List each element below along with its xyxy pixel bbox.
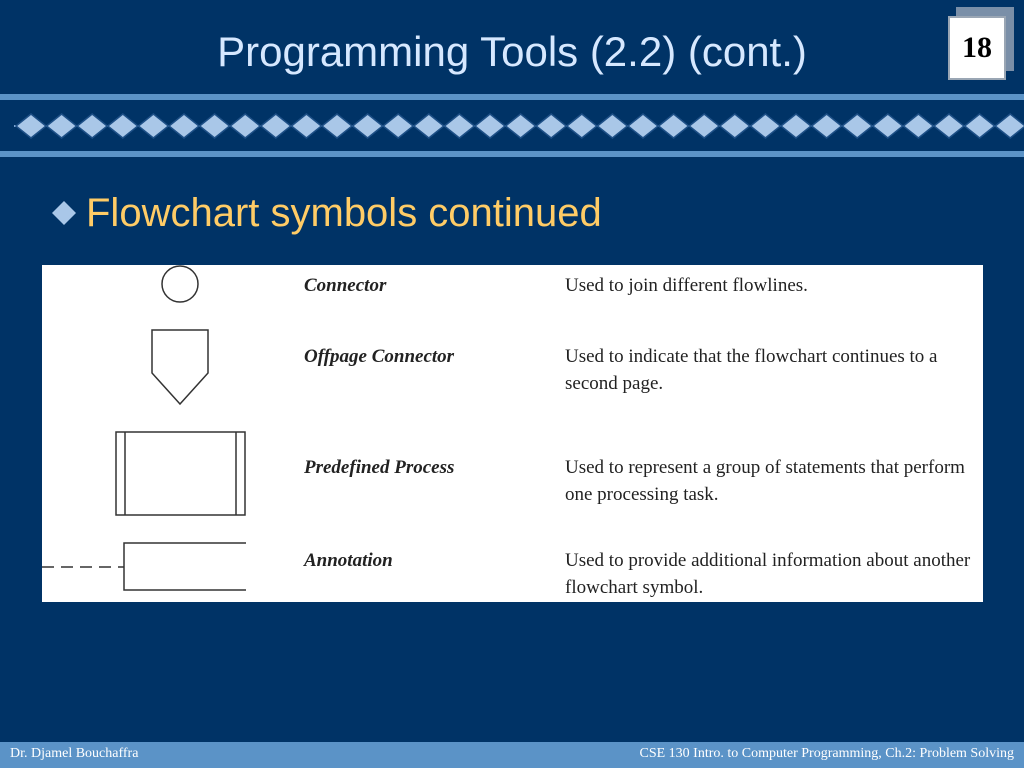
divider-diamond: [842, 114, 872, 138]
offpage-connector-icon: [150, 328, 212, 406]
divider-diamond: [903, 114, 933, 138]
divider-diamond: [353, 114, 383, 138]
divider-diamond: [261, 114, 291, 138]
divider-diamond: [322, 114, 352, 138]
divider-diamond: [750, 114, 780, 138]
diamond-bullet-icon: [50, 199, 78, 227]
divider-diamond: [965, 114, 995, 138]
footer-course: CSE 130 Intro. to Computer Programming, Ch.2: Problem Solving: [639, 746, 1014, 761]
slide-title: Programming Tools (2.2) (cont.): [217, 28, 807, 75]
footer-author: Dr. Djamel Bouchaffra: [10, 746, 139, 761]
divider-diamond: [934, 114, 964, 138]
divider-diamond: [873, 114, 903, 138]
divider-diamond: [444, 114, 474, 138]
divider-diamond: [812, 114, 842, 138]
divider-diamond: [47, 114, 77, 138]
divider-diamond: [781, 114, 811, 138]
bottom-rule: [0, 151, 1024, 157]
divider-diamond: [138, 114, 168, 138]
divider-diamond: [567, 114, 597, 138]
slide-number: 18: [948, 16, 1006, 80]
divider-diamond: [506, 114, 536, 138]
divider-diamond: [597, 114, 627, 138]
divider-diamond: [200, 114, 230, 138]
connector-circle-icon: [160, 265, 202, 305]
top-rule: [0, 94, 1024, 100]
divider-diamond: [77, 114, 107, 138]
symbol-name-annotation: Annotation: [304, 550, 393, 571]
divider-diamond: [383, 114, 413, 138]
divider-diamond: [169, 114, 199, 138]
divider-diamond: [628, 114, 658, 138]
diamond-chain-divider: [0, 108, 1024, 144]
divider-diamond: [16, 114, 46, 138]
divider-diamond: [995, 114, 1024, 138]
predefined-process-icon: [114, 430, 248, 518]
divider-diamond: [291, 114, 321, 138]
divider-diamond: [414, 114, 444, 138]
divider-diamond: [689, 114, 719, 138]
symbol-desc-annotation: Used to provide additional information about another flowchart symbol.: [565, 550, 971, 598]
symbol-desc-offpage-connector: Used to indicate that the flowchart continues to a second page.: [565, 346, 938, 394]
divider-diamond: [475, 114, 505, 138]
annotation-icon: [42, 541, 248, 593]
divider-diamond: [536, 114, 566, 138]
divider-diamond: [720, 114, 750, 138]
symbol-name-offpage-connector: Offpage Connector: [304, 346, 455, 367]
symbol-name-connector: Connector: [304, 275, 387, 296]
symbol-desc-predefined-process: Used to represent a group of statements that perform one processing task.: [565, 457, 965, 505]
symbol-desc-connector: Used to join different flowlines.: [565, 275, 808, 296]
flowchart-symbols-table: [42, 265, 983, 602]
slide-number-badge: [948, 16, 1006, 80]
slide-footer: [0, 742, 1024, 768]
divider-diamond: [659, 114, 689, 138]
bullet-text: Flowchart symbols continued: [86, 191, 602, 235]
bullet-item: [50, 188, 602, 238]
divider-diamond: [230, 114, 260, 138]
symbol-name-predefined-process: Predefined Process: [304, 457, 455, 478]
divider-diamond: [108, 114, 138, 138]
